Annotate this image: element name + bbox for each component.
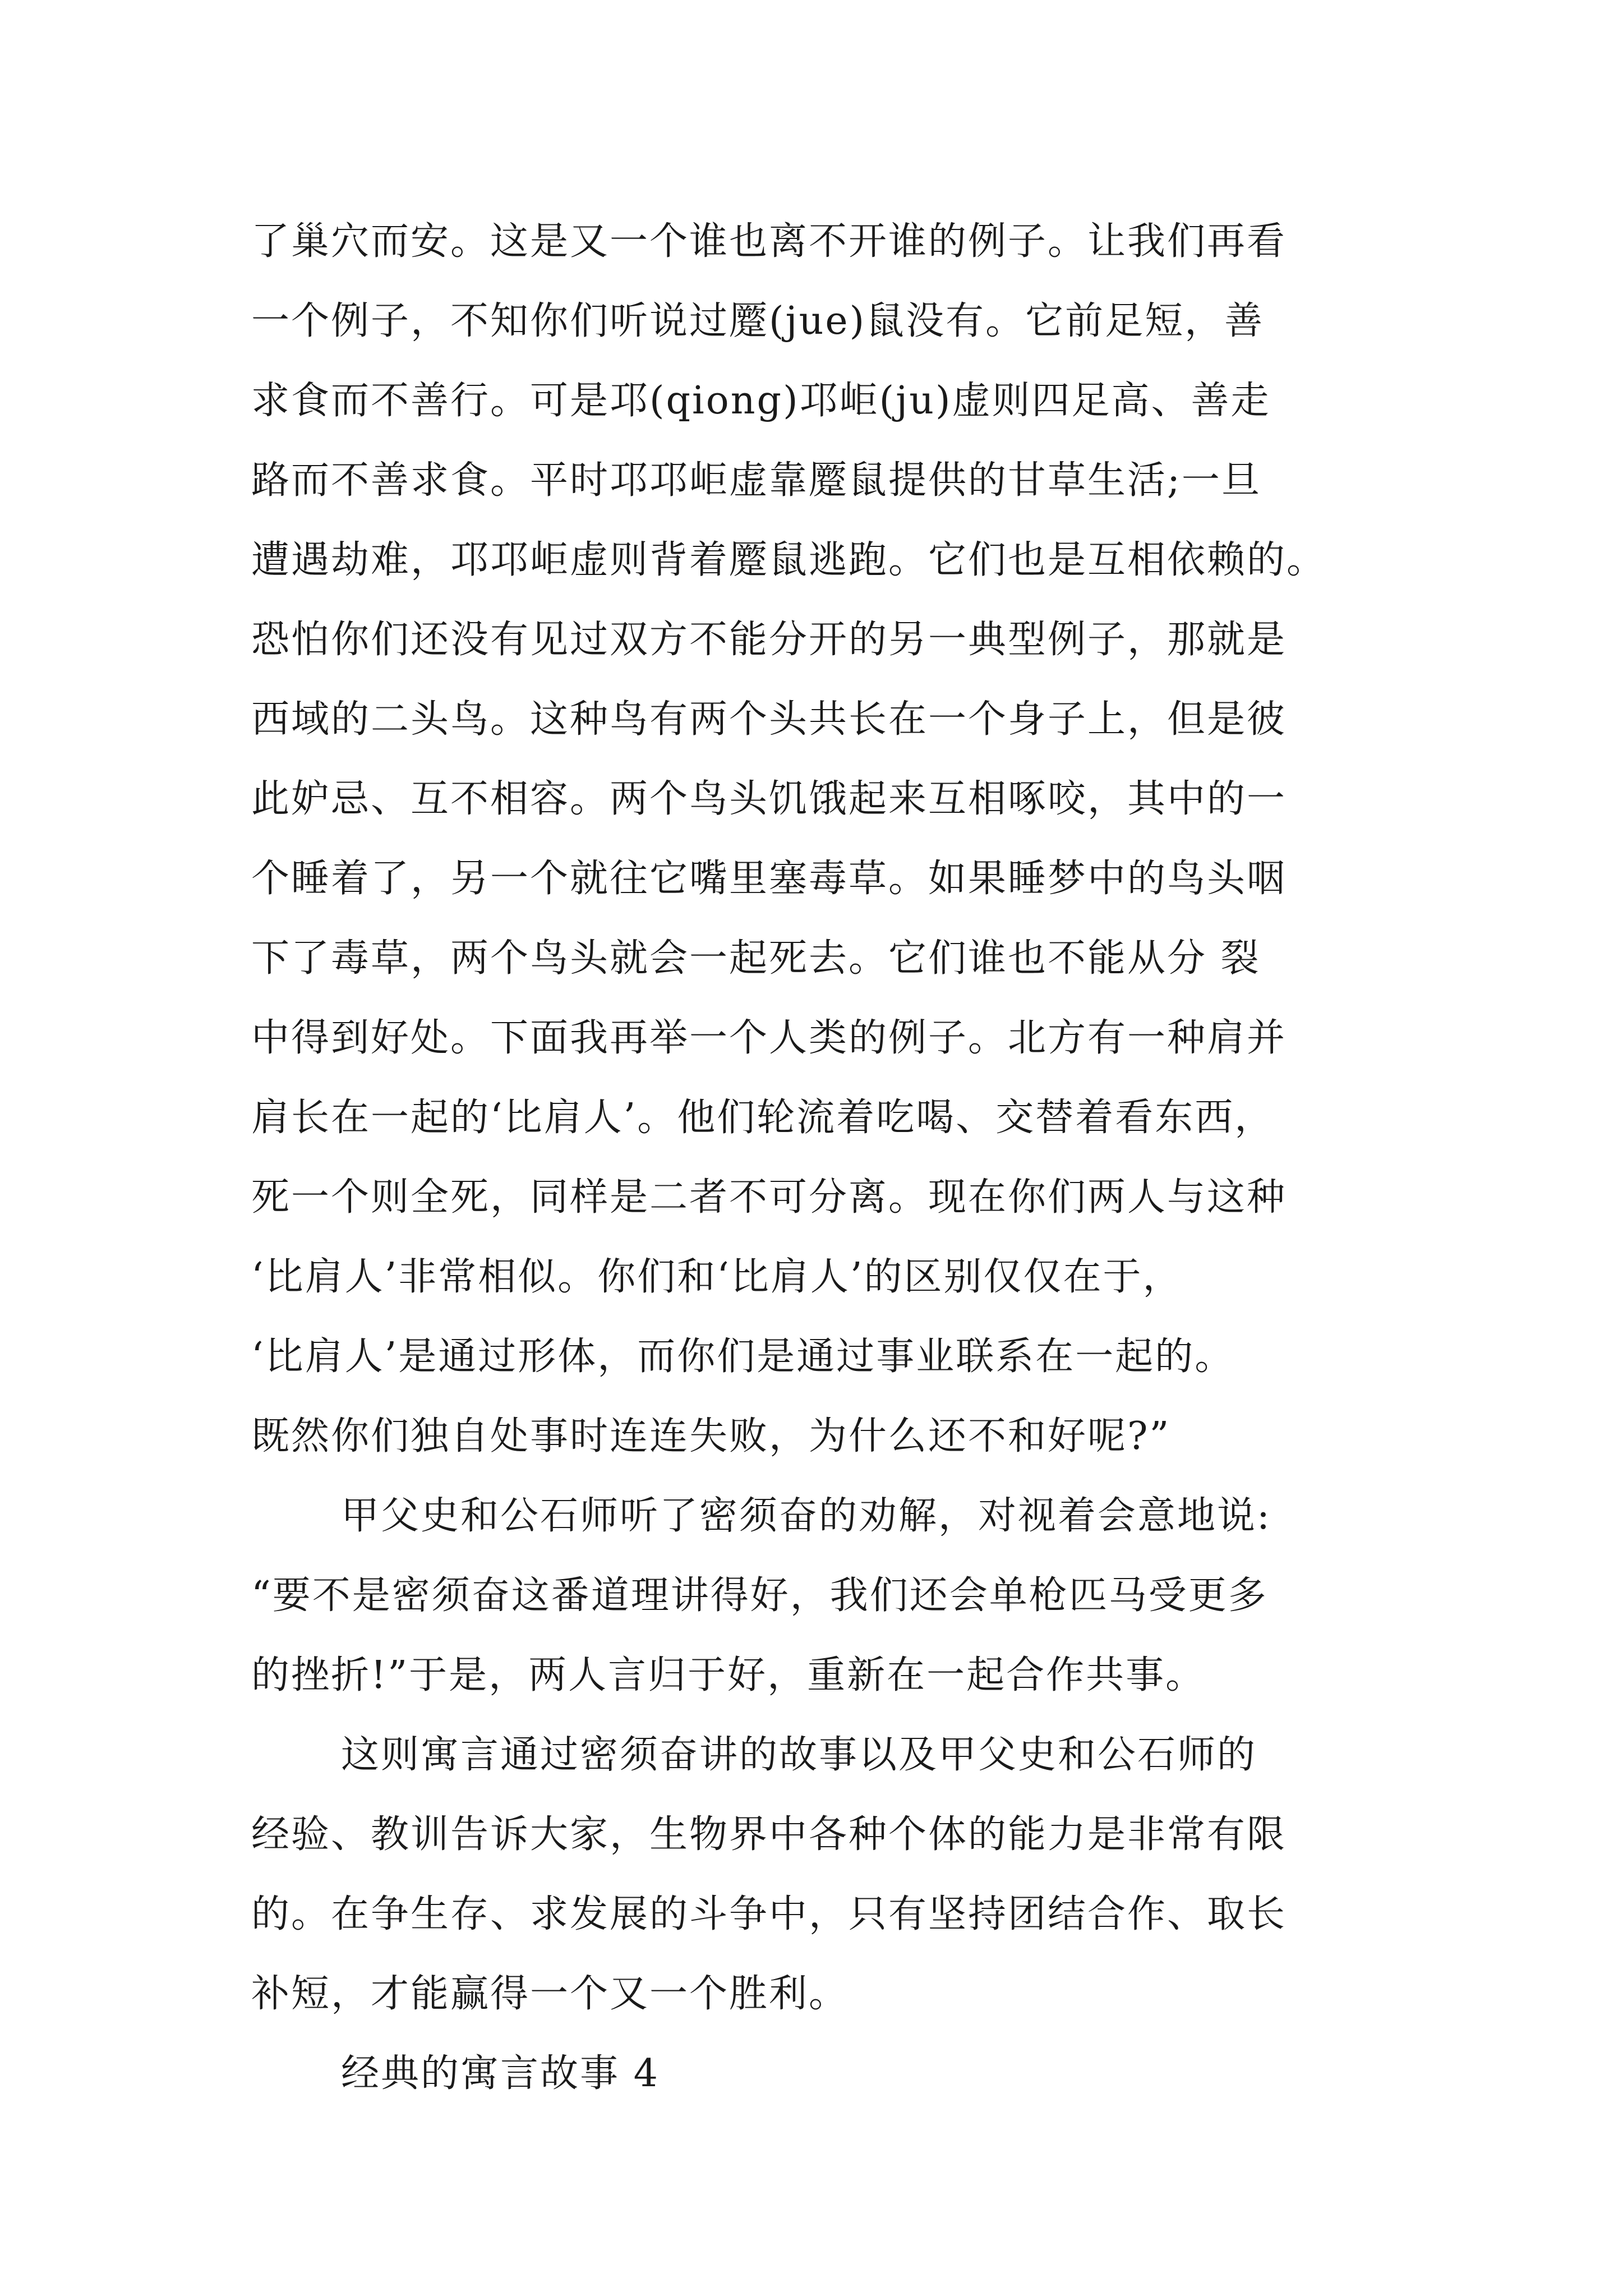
document-body (251, 202, 1407, 2114)
text-line: 经验、教训告诉大家，生物界中各种个体的能力是非常有限 (251, 1812, 1287, 1857)
text-line: 西域的二头鸟。这种鸟有两个头共长在一个身子上，但是彼 (251, 697, 1287, 742)
text-line: 补短，才能赢得一个又一个胜利。 (251, 1972, 849, 2016)
text-line: 中得到好处。下面我再举一个人类的例子。北方有一种肩并 (251, 1016, 1287, 1060)
text-line: 个睡着了，另一个就往它嘴里塞毒草。如果睡梦中的鸟头咽 (251, 857, 1287, 901)
paragraph-start-line: 甲父史和公石师听了密须奋的劝解，对视着会意地说: (341, 1494, 1271, 1538)
text-line: 恐怕你们还没有见过双方不能分开的另一典型例子，那就是 (251, 618, 1287, 662)
text-line: 下了毒草，两个鸟头就会一起死去。它们谁也不能从分 裂 (251, 936, 1261, 981)
text-line: 死一个则全死，同样是二者不可分离。现在你们两人与这种 (251, 1175, 1287, 1220)
text-line: 此妒忌、互不相容。两个鸟头饥饿起来互相啄咬，其中的一 (251, 777, 1287, 821)
text-line: 一个例子，不知你们听说过蹷(jue)鼠没有。它前足短，善 (251, 299, 1265, 343)
text-line: “要不是密须奋这番道理讲得好，我们还会单枪匹马受更多 (251, 1573, 1268, 1618)
text-line: ‘比肩人’非常相似。你们和‘比肩人’的区别仅仅在于， (251, 1255, 1183, 1299)
section-heading: 经典的寓言故事 4 (341, 2051, 660, 2096)
text-line: 的挫折!”于是，两人言归于好，重新在一起合作共事。 (251, 1653, 1206, 1697)
text-line: 求食而不善行。可是邛(qiong)邛岠(ju)虚则四足高、善走 (251, 379, 1271, 423)
text-line: 路而不善求食。平时邛邛岠虚靠蹷鼠提供的甘草生活;一旦 (251, 458, 1261, 503)
text-line: 遭遇劫难，邛邛岠虚则背着蹷鼠逃跑。它们也是互相依赖的。 (251, 538, 1327, 582)
text-line: 的。在争生存、求发展的斗争中，只有坚持团结合作、取长 (251, 1892, 1287, 1936)
text-line: 肩长在一起的‘比肩人’。他们轮流着吃喝、交替着看东西， (251, 1096, 1275, 1140)
text-line: ‘比肩人’是通过形体，而你们是通过事业联系在一起的。 (251, 1335, 1235, 1379)
paragraph-start-line: 这则寓言通过密须奋讲的故事以及甲父史和公石师的 (341, 1733, 1257, 1777)
text-line: 既然你们独自处事时连连失败，为什么还不和好呢?” (251, 1414, 1171, 1458)
text-line: 了巢穴而安。这是又一个谁也离不开谁的例子。让我们再看 (251, 219, 1287, 264)
